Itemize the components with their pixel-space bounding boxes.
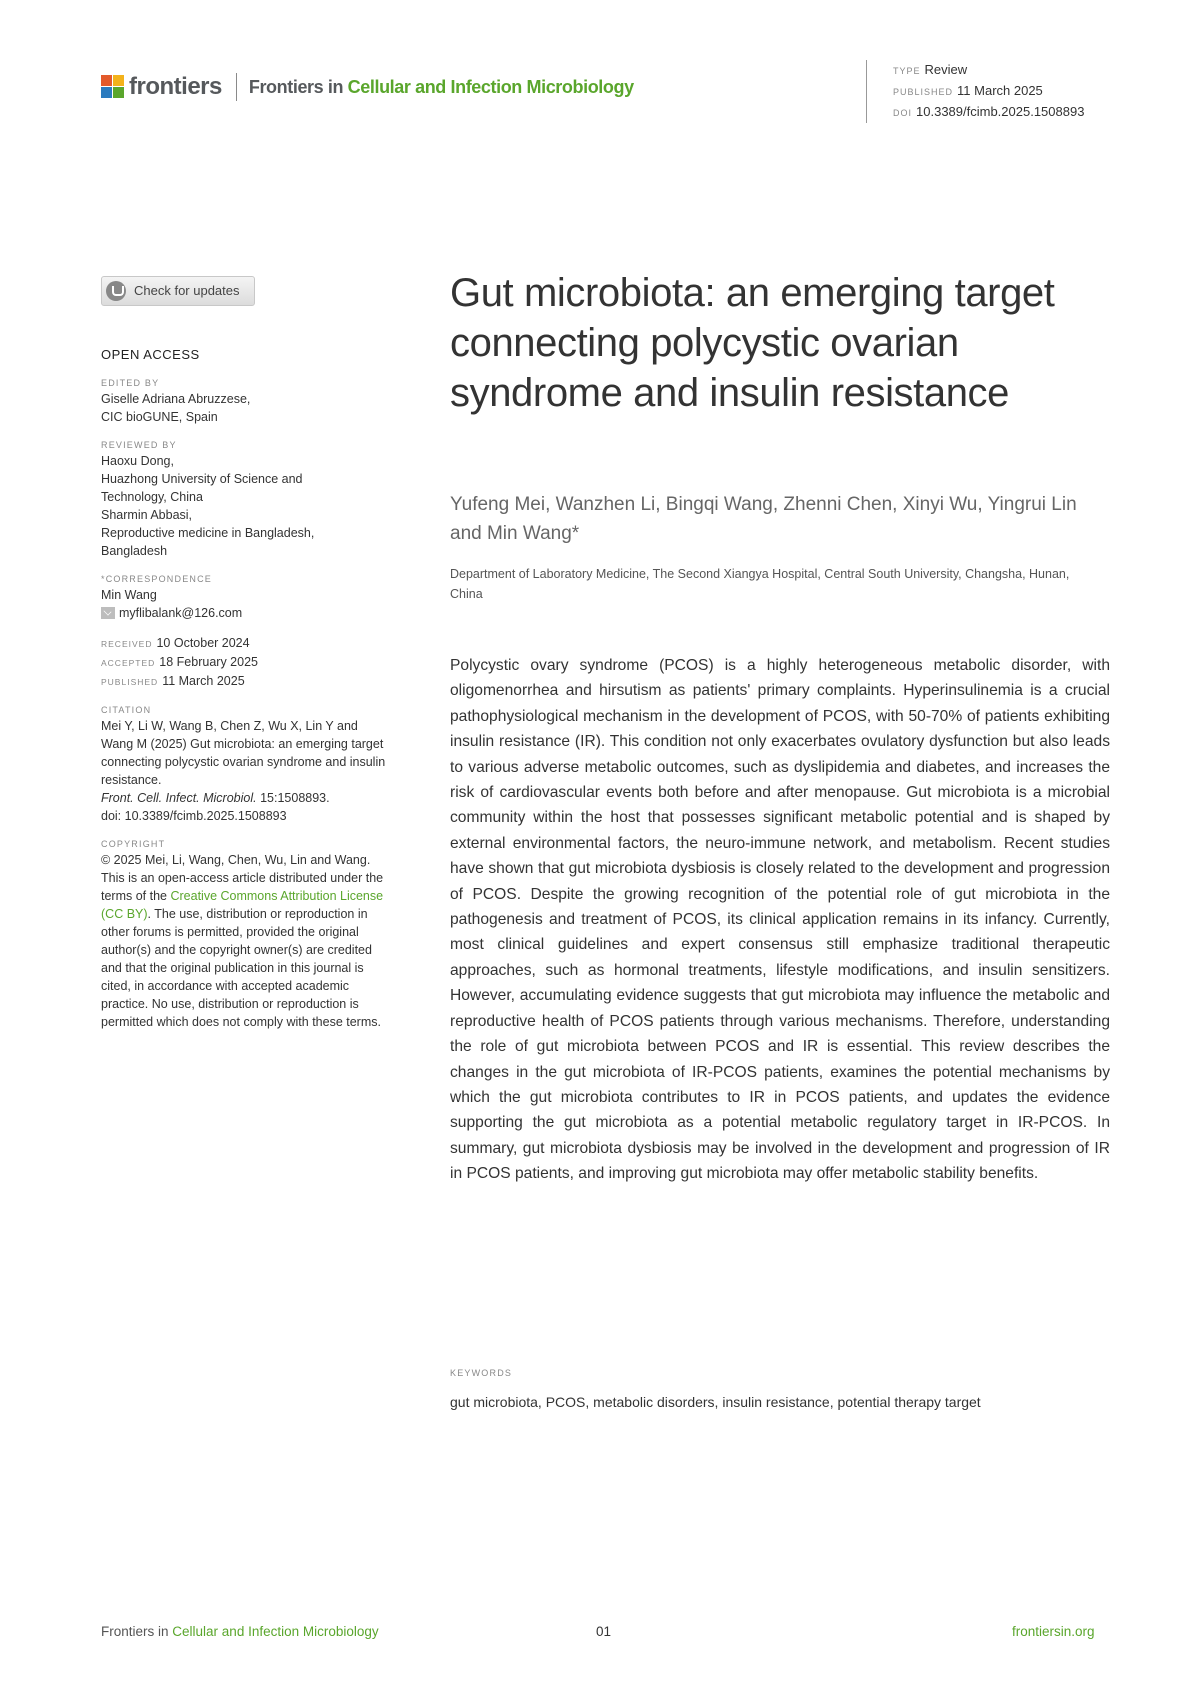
copyright-label: COPYRIGHT [101,839,166,849]
keywords-label: KEYWORDS [450,1368,513,1378]
type-label: TYPE [893,66,921,76]
logo-text: frontiers [129,73,222,100]
editor-name: Giselle Adriana Abruzzese, [101,392,251,406]
published-row [893,81,1084,102]
check-for-updates-label: Check for updates [134,283,240,298]
keywords-list: gut microbiota, PCOS, metabolic disorders, insulin resistance, potential therapy target [450,1394,981,1410]
correspondence-name: Min Wang [101,588,157,602]
copyright-post: . The use, distribution or reproduction in other forums is permitted, provided the original author(s) and the copyright owner(s) are credited and that the original publication in this journal is cited, in accordance with accepted academic practice. No use, distribution or reproduction is permitted which does not comply with these terms. [101,907,381,1029]
article-dates [101,634,401,691]
received-row [101,634,401,653]
article-meta [866,60,1084,123]
open-access-label: OPEN ACCESS [101,347,200,362]
reviewer-affiliation: Reproductive medicine in Bangladesh, [101,526,315,540]
footer-site-link[interactable]: frontiersin.org [1012,1624,1095,1639]
frontiers-logo-icon [100,74,126,100]
logo-divider [236,73,237,101]
footer-journal-prefix: Frontiers in [101,1624,173,1639]
type-row [893,60,1084,81]
received-label: RECEIVED [101,639,153,649]
journal-prefix: Frontiers in [248,76,348,97]
published-label: PUBLISHED [101,677,159,687]
correspondence-label: *CORRESPONDENCE [101,574,213,584]
sidebar [101,276,401,1031]
accepted-label: ACCEPTED [101,658,156,668]
edited-by-label: EDITED BY [101,378,160,388]
correspondence-email[interactable]: myflibalank@126.com [119,606,243,620]
published-label: PUBLISHED [893,87,954,97]
citation-text [101,717,391,825]
accepted-row [101,653,401,672]
published-value: 11 March 2025 [957,83,1043,98]
doi-value[interactable]: 10.3389/fcimb.2025.1508893 [916,104,1085,119]
citation-doi[interactable]: doi: 10.3389/fcimb.2025.1508893 [101,809,287,823]
citation-journal: Front. Cell. Infect. Microbiol. [101,791,257,805]
mail-icon [101,607,115,619]
footer-journal[interactable] [101,1624,379,1639]
reviewer-name: Haoxu Dong, [101,454,174,468]
reviewer-name: Sharmin Abbasi, [101,508,193,522]
reviewed-by-label: REVIEWED BY [101,440,177,450]
footer-journal-name: Cellular and Infection Microbiology [172,1624,379,1639]
citation-label: CITATION [101,705,152,715]
author-affiliation: Department of Laboratory Medicine, The Second Xiangya Hospital, Central South University, Changsha, Hunan, China [450,567,1070,601]
article-title: Gut microbiota: an emerging target connecting polycystic ovarian syndrome and insulin resistance [450,271,1055,415]
author-list: Yufeng Mei, Wanzhen Li, Bingqi Wang, Zhenni Chen, Xinyi Wu, Yingrui Lin and Min Wang* [450,494,1077,544]
reviewer-affiliation: Bangladesh [101,544,168,558]
published-row [101,672,401,691]
citation-body: Mei Y, Li W, Wang B, Chen Z, Wu X, Lin Y and Wang M (2025) Gut microbiota: an emerging target connecting polycystic ovarian syndrome and insulin resistance. [101,719,386,787]
journal-title: Cellular and Infection Microbiology [347,76,634,97]
check-for-updates-button[interactable] [101,276,255,306]
abstract-text: Polycystic ovary syndrome (PCOS) is a highly heterogeneous metabolic disorder, with oligomenorrhea and hirsutism as patients' primary complaints. Hyperinsulinemia is a crucial pathophysiological mechanism in the development of PCOS, with 50-70% of patients exhibiting insulin resistance (IR). This condition not only exacerbates ovulatory dysfunction but also leads to various adverse metabolic outcomes, such as dyslipidemia and diabetes, and increases the risk of cardiovascular events both before and after menopause. Gut microbiota is a microbial community within the host that possesses significant metabolic potential and is shaped by external environmental factors, the neuro-immune network, and metabolism. Recent studies have shown that gut microbiota dysbiosis is closely related to the development and progression of PCOS. Despite the growing recognition of the potential role of gut microbiota in the pathogenesis and treatment of PCOS, its clinical application remains in its infancy. Currently, most clinical guidelines and expert consensus still emphasize traditional therapeutic approaches, such as hormonal treatments, lifestyle modifications, and insulin sensitizers. However, accumulating evidence suggests that gut microbiota may influence the metabolic and reproductive health of PCOS patients through various mechanisms. Therefore, understanding the role of gut microbiota between PCOS and IR is essential. This review describes the changes in the gut microbiota of IR-PCOS patients, examines the potential mechanisms by which the gut microbiota contributes to IR in PCOS patients, and updates the evidence supporting the gut microbiota as a potential metabolic regulatory target in IR-PCOS. In summary, gut microbiota dysbiosis may be involved in the development and progression of IR in PCOS patients, and improving gut microbiota may offer metabolic stability benefits. [450,657,1110,1183]
license-link[interactable]: Creative Commons Attribution License (CC BY) [101,889,384,921]
correspondence-email-row[interactable] [101,604,401,622]
doi-label: DOI [893,108,913,118]
journal-name [249,77,634,98]
published-value: 11 March 2025 [162,674,245,688]
update-check-icon [106,281,126,301]
received-value: 10 October 2024 [156,636,250,650]
page-number: 01 [596,1624,612,1639]
copyright-pre: © 2025 Mei, Li, Wang, Chen, Wu, Lin and Wang. This is an open-access article distributed under the terms of the [101,853,384,903]
editor-affiliation: CIC bioGUNE, Spain [101,410,218,424]
type-value: Review [924,62,968,77]
doi-row[interactable] [893,102,1084,123]
reviewer-affiliation: Huazhong University of Science and [101,472,303,486]
copyright-text [101,851,396,1031]
accepted-value: 18 February 2025 [159,655,258,669]
citation-volume: 15:1508893. [256,791,330,805]
reviewer-affiliation: Technology, China [101,490,203,504]
frontiers-logo[interactable] [100,72,634,102]
